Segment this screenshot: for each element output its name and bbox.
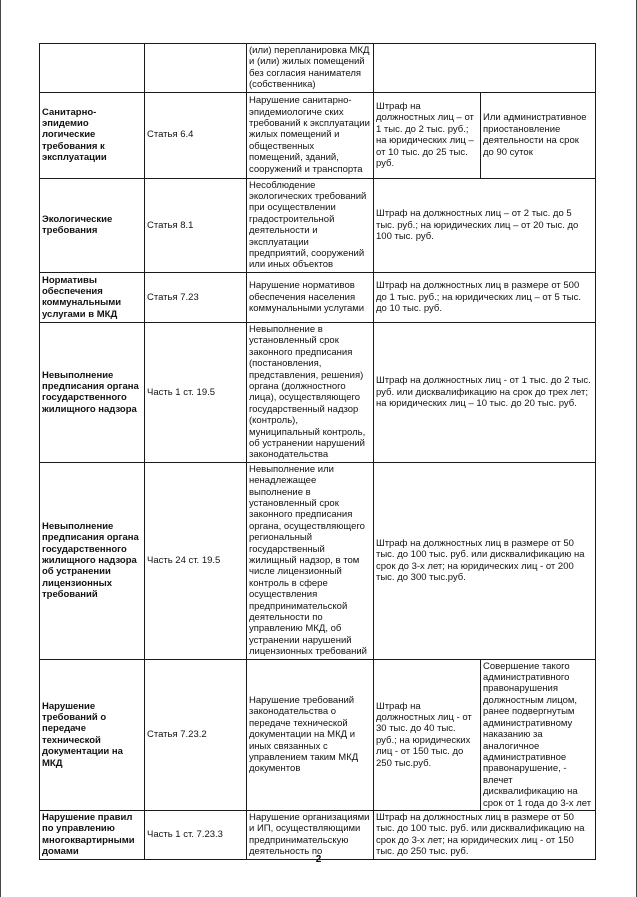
cell-fine: Штраф на должностных лиц в размере от 50 тыс. до 100 тыс. руб. или дисквалификацию на срок до 3-х лет; на юридических лиц - от 200 тыс. до 300 тыс.руб.	[374, 462, 596, 659]
cell-violation: Невыполнение или ненадлежащее выполнение в установленный срок законного предписания органа, осуществляющего региональный государственный жилищный надзор, в том числе лицензионный контроль в сфере осуществления предпринимательской деятельности по управлению МКД, об устранении нарушений лицензионных требований	[247, 462, 374, 659]
cell-topic: Нарушение правил по управлению многоквартирными домами	[40, 810, 145, 859]
cell-article: Статья 7.23	[145, 272, 247, 322]
cell-note: Или административное приостановление деятельности на срок до 90 суток	[481, 92, 596, 178]
cell-article: Статья 6.4	[145, 92, 247, 178]
cell-violation: Несоблюдение экологических требований при осуществлении градостроительной деятельности и эксплуатации предприятий, сооружений или иных объектов	[247, 178, 374, 272]
page-number: 2	[315, 854, 322, 865]
violations-table	[39, 43, 596, 860]
cell-topic: Невыполнение предписания органа государственного жилищного надзора	[40, 322, 145, 462]
cell-article: Часть 1 ст. 19.5	[145, 322, 247, 462]
cell-fine: Штраф на должностных лиц – от 2 тыс. до 5 тыс. руб.; на юридических лиц – от 20 тыс. до 100 тыс. руб.	[374, 178, 596, 272]
cell-fine: Штраф на должностных лиц в размере от 50 тыс. до 100 тыс. руб. или дисквалификацию на срок до 3-х лет; на юридических лиц - от 150 тыс. до 250 тыс. руб.	[374, 810, 596, 859]
table-row	[40, 272, 596, 322]
cell-article: Часть 1 ст. 7.23.3	[145, 810, 247, 859]
cell-violation: Невыполнение в установленный срок законного предписания (постановления, представления, решения) органа (должностного лица), осуществляющего государственный надзор (контроль), муниципальный контроль, об устранении нарушений законодательства	[247, 322, 374, 462]
cell-note: Совершение такого административного правонарушения должностным лицом, ранее подвергнутым административному наказанию за аналогичное административное правонарушение, - влечет дисквалификацию на срок от 1 года до 3-х лет	[481, 659, 596, 810]
cell-article	[145, 44, 247, 93]
cell-violation: Нарушение требований законодательства о передаче технической документации на МКД и иных связанных с управлением таким МКД документов	[247, 659, 374, 810]
table-row	[40, 44, 596, 93]
table-row	[40, 92, 596, 178]
cell-article: Статья 7.23.2	[145, 659, 247, 810]
cell-fine	[374, 44, 596, 93]
cell-topic	[40, 44, 145, 93]
cell-fine: Штраф на должностных лиц - от 30 тыс. до 40 тыс. руб.; на юридических лиц - от 150 тыс. до 250 тыс.руб.	[374, 659, 481, 810]
cell-topic: Невыполнение предписания органа государственного жилищного надзора об устранении лицензионных требований	[40, 462, 145, 659]
table-row	[40, 810, 596, 859]
cell-topic: Экологические требования	[40, 178, 145, 272]
cell-article: Часть 24 ст. 19.5	[145, 462, 247, 659]
cell-topic: Нормативы обеспечения коммунальными услугами в МКД	[40, 272, 145, 322]
table-row	[40, 659, 596, 810]
cell-fine: Штраф на должностных лиц в размере от 500 до 1 тыс. руб.; на юридических лиц – от 5 тыс. до 10 тыс. руб.	[374, 272, 596, 322]
cell-violation: (или) перепланировка МКД и (или) жилых помещений без согласия нанимателя (собственника)	[247, 44, 374, 93]
table-body	[40, 44, 596, 860]
cell-fine: Штраф на должностных лиц – от 1 тыс. до 2 тыс. руб.; на юридических лиц – от 10 тыс. до 25 тыс. руб.	[374, 92, 481, 178]
cell-article: Статья 8.1	[145, 178, 247, 272]
cell-topic: Санитарно-эпидемио логические требования к эксплуатации	[40, 92, 145, 178]
cell-violation: Нарушение санитарно-эпидемиологиче ских требований к эксплуатации жилых помещений и общественных помещений, зданий, сооружений и транспорта	[247, 92, 374, 178]
table-row	[40, 462, 596, 659]
cell-topic: Нарушение требований о передаче технической документации на МКД	[40, 659, 145, 810]
cell-violation: Нарушение нормативов обеспечения населения коммунальными услугами	[247, 272, 374, 322]
cell-fine: Штраф на должностных лиц - от 1 тыс. до 2 тыс. руб. или дисквалификацию на срок до трех лет; на юридических лиц – 10 тыс. до 20 тыс. руб.	[374, 322, 596, 462]
table-row	[40, 322, 596, 462]
table-row	[40, 178, 596, 272]
cell-violation: Нарушение организациями и ИП, осуществляющими предпринимательскую деятельность по	[247, 810, 374, 859]
